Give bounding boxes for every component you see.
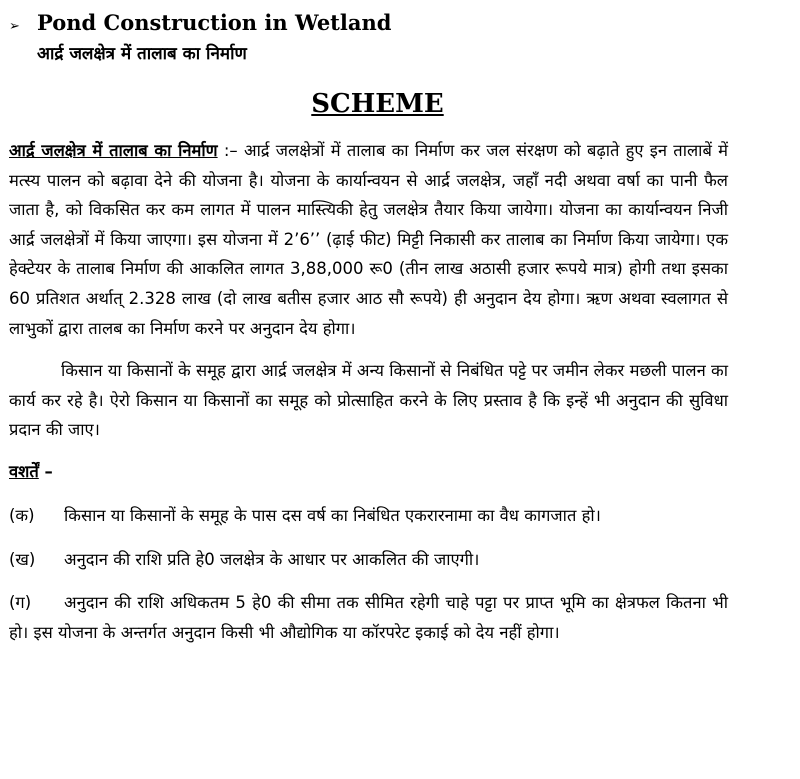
- intro-text: आर्द्र जलक्षेत्रों में तालाब का निर्माण कर जल संरक्षण को बढ़ाते हुए इन तालाबें में मत्स्य पालन को बढ़ावा देने की योजना है। योजना के कार्यान्वयन से आर्द्र जलक्षेत्र, जहाँ नदी अथवा वर्षा का पानी फैल जाता है, को विकसित कर कम लागत में पालन मास्त्यिकी हेतु जलक्षेत्र तैयार किया जायेगा। योजना का कार्यान्वयन निजी आर्द्र जलक्षेत्रों में किया जाएगा। इस योजना में 2’6’’ (ढ़ाई फीट) मिट्टी निकासी कर तालाब का निर्माण किया जायेगा। एक हेक्टेयर के तालाब निर्माण की आकलित लागत 3,88,000 रू0 (तीन लाख अठासी हजार रूपये मात्र) होगी तथा इसका 60 प्रतिशत अर्थात् 2.328 लाख (दो लाख बतीस हजार आठ सौ रूपये) ही अनुदान देय होगा। ऋण अथवा स्वलागत से लाभुकों द्वारा तालब का निर्माण करने पर अनुदान देय होगा।: [9, 141, 728, 338]
- condition-marker: (ग): [9, 593, 32, 613]
- condition-marker: (क): [9, 505, 35, 525]
- arrow-bullet-icon: ➢: [9, 19, 20, 34]
- second-paragraph: किसान या किसानों के समूह द्वारा आर्द्र जलक्षेत्र में अन्य किसानों से निबंधित पट्टे पर जमीन लेकर मछली पालन का कार्य कर रहे है। ऐरो किसान या किसानों का समूह को प्रोत्साहित करने के लिए प्रस्ताव है कि इन्हें भी अनुदान की सुविधा प्रदान की जाए।: [9, 361, 728, 440]
- title-hindi: आर्द्र जलक्षेत्र में तालाब का निर्माण: [37, 44, 247, 64]
- title-english: Pond Construction in Wetland: [37, 10, 392, 35]
- conditions-heading: [9, 457, 728, 487]
- heading-row: [9, 9, 728, 41]
- conditions-title: वशर्तें: [9, 461, 39, 481]
- conditions-dash: –: [38, 461, 53, 481]
- condition-text: किसान या किसानों के समूह के पास दस वर्ष का निबंधित एकरारनामा का वैध कागजात हो।: [64, 505, 601, 525]
- condition-marker: (ख): [9, 549, 36, 569]
- condition-item-ga: [9, 588, 728, 647]
- condition-text: अनुदान की राशि अधिकतम 5 हे0 की सीमा तक सीमित रहेगी चाहे पट्टा पर प्राप्त भूमि का क्षेत्रफल कितना भी हो। इस योजना के अन्तर्गत अनुदान किसी भी औद्योगिक या कॉरपरेट इकाई को देय नहीं होगा।: [9, 593, 728, 642]
- condition-item-kha: [9, 545, 728, 575]
- condition-text: अनुदान की राशि प्रति हे0 जलक्षेत्र के आधार पर आकलित की जाएगी।: [64, 549, 480, 569]
- scheme-heading: SCHEME: [311, 89, 444, 119]
- intro-paragraph: [9, 136, 728, 343]
- intro-separator: :–: [217, 141, 244, 160]
- condition-item-ka: [9, 501, 728, 531]
- intro-lead: आर्द्र जलक्षेत्र में तालाब का निर्माण: [9, 141, 218, 160]
